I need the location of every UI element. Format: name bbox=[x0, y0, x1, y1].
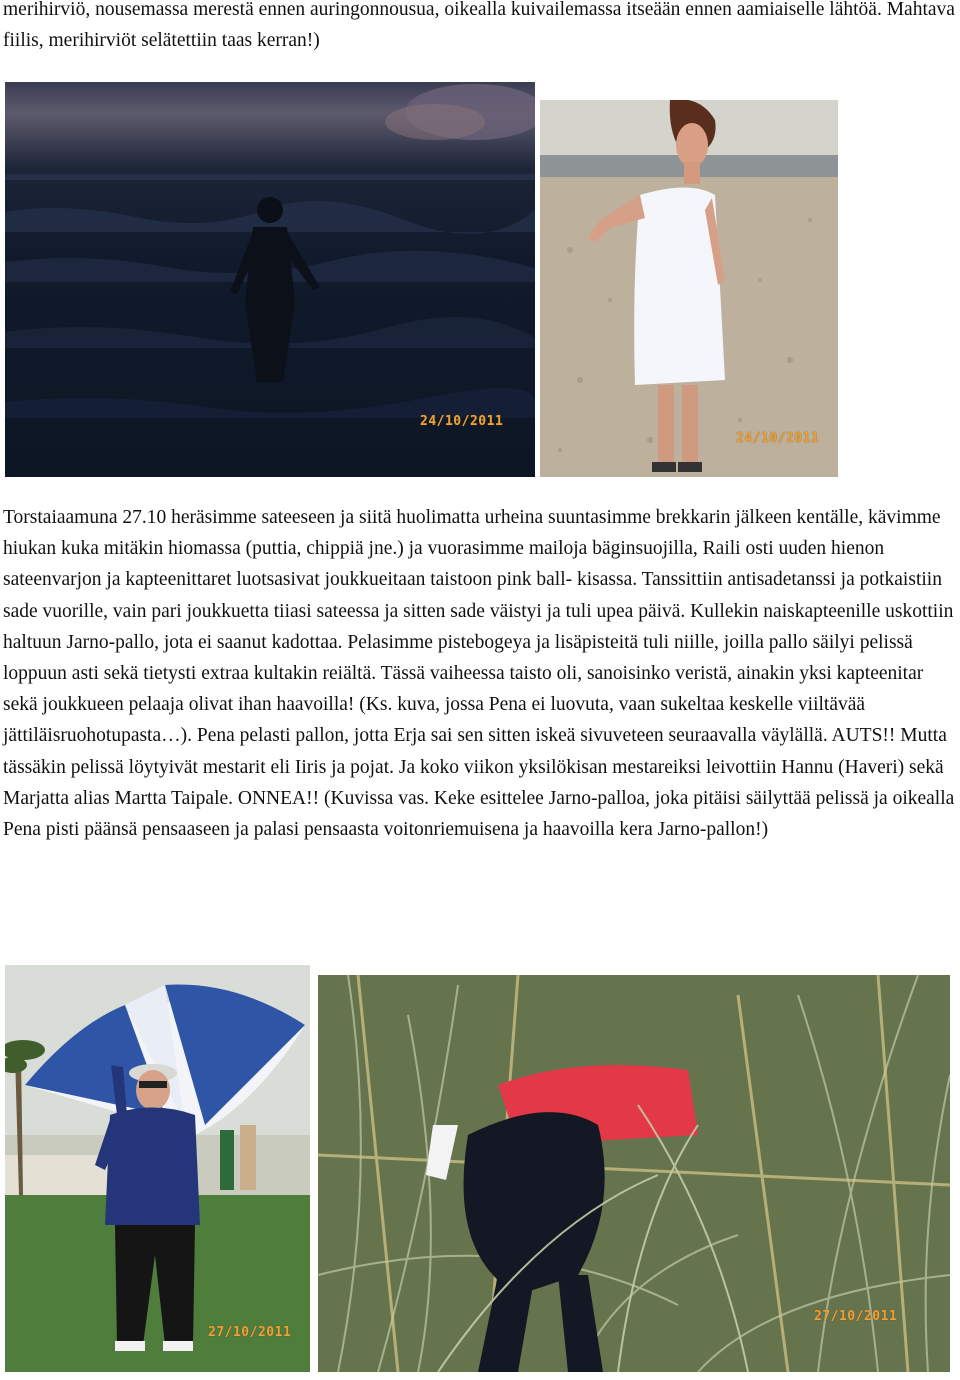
photo-date-stamp: 24/10/2011 bbox=[420, 414, 504, 429]
photo-date-stamp: 24/10/2011 bbox=[736, 431, 820, 446]
umbrella-image bbox=[5, 965, 310, 1372]
sea-dusk-photo bbox=[5, 82, 535, 477]
photo-date-stamp: 27/10/2011 bbox=[208, 1325, 292, 1340]
photo-date-stamp: 27/10/2011 bbox=[814, 1309, 898, 1324]
beach-towel-photo bbox=[540, 100, 838, 477]
main-paragraph: Torstaiaamuna 27.10 heräsimme sateeseen ja siitä huolimatta urheina suuntasimme brekkarin jälkeen kentälle, kävimme hiukan kuka mitäkin hiomassa (puttia, chippiä jne.) ja vuorasimme mailoja bäginsuojilla, Raili osti uuden hienon sateenvarjon ja kapteenittaret luotsasivat joukkueitaan taistoon pink ball- kisassa. Tanssittiin antisadetanssi ja potkaistiin sade vuorille, vain pari joukkuetta tiiasi sateessa ja sitten sade väistyi ja tuli upea päivä. Kullekin naiskapteenille uskottiin haltuun Jarno-pallo, jota ei saanut kadottaa. Pelasimme pistebogeya ja lisäpisteitä tuli niille, joilla pallo säilyi pelissä loppuun asti sekä tietysti extraa kultakin reiältä. Tässä vaiheessa taisto oli, sanoisinko veristä, ainakin yksi kapteenitar sekä joukkueen pelaaja olivat ihan haavoilla! (Ks. kuva, jossa Pena ei luovuta, vaan sukeltaa keskelle viiltävää jättiläisruohotupasta…). Pena pelasti pallon, jotta Erja sai sen sitten iskeä sivuveteen seuraavalla väylällä. AUTS!! Mutta tässäkin pelissä löytyivät mestarit eli Iiris ja pojat. Ja koko viikon yksilökisan mestareiksi leivottiin Hannu (Haveri) sekä Marjatta alias Martta Taipale. ONNEA!! (Kuvissa vas. Keke esittelee Jarno-palloa, joka pitäisi säilyttää pelissä ja oikealla Pena pisti päänsä pensaaseen ja palasi pensaasta voitonriemuisena ja haavoilla kera Jarno-pallon!) bbox=[3, 507, 955, 841]
umbrella-photo bbox=[5, 965, 310, 1372]
intro-paragraph: merihirviö, nousemassa merestä ennen auringonnousua, oikealla kuivailemassa itseään ennen aamiaiselle lähtöä. Mahtava fiilis, merihirviöt selätettiin taas kerran!) bbox=[3, 0, 955, 52]
beach-towel-image bbox=[540, 100, 838, 477]
grass-bush-photo bbox=[318, 975, 950, 1372]
